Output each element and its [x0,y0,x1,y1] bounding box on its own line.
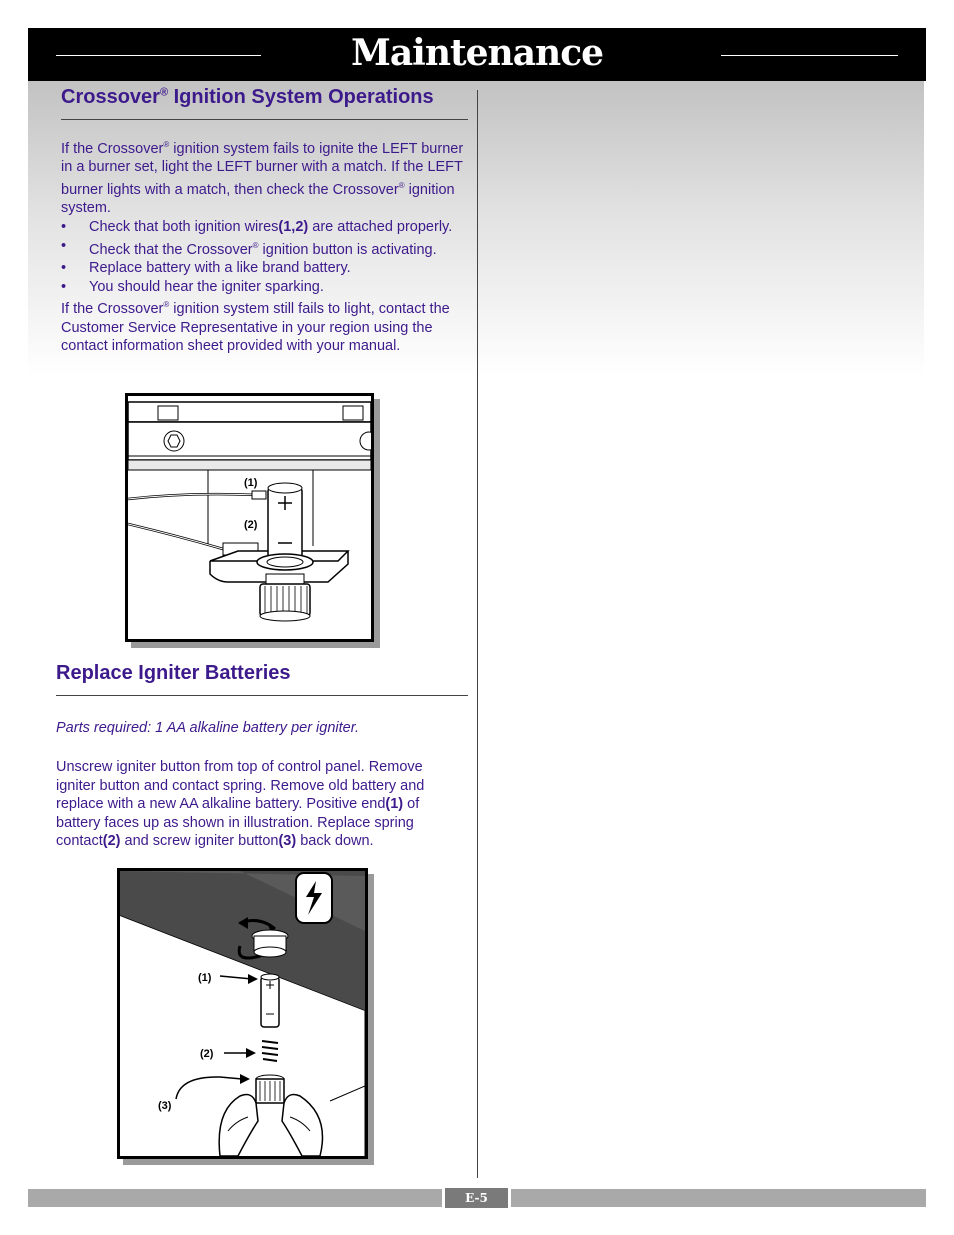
closing-paragraph: If the Crossover® ignition system still fails to light, contact the Customer Service Representative in your region using the contact information sheet provided with your manual. [61,300,450,355]
page-title: Maintenance [350,32,604,74]
section-title-replace-batteries: Replace Igniter Batteries [56,662,291,684]
section-rule [56,695,468,696]
list-item: • Check that the Crossover® ignition button is activating. [61,237,437,258]
section-rule [61,119,468,120]
parts-required: Parts required: 1 AA alkaline battery per igniter. [56,720,360,736]
section-title-crossover: Crossover® Ignition System Operations [61,86,434,108]
figure-label-1: (1) [244,477,258,489]
figure-label-2: (2) [200,1048,214,1060]
battery-instructions: Unscrew igniter button from top of control panel. Remove igniter button and contact spring. Remove old battery and replace with a new AA alkaline battery. Positive end(1) of battery faces up as shown in illustration. Replace spring contact(2) and screw igniter button(3) back down. [56,759,425,850]
list-item: • Check that both ignition wires(1,2) are attached properly. [61,219,453,236]
ignition-wires-illustration [125,393,374,642]
footer-bar-right [511,1189,926,1207]
list-item: • You should hear the igniter sparking. [61,278,324,295]
figure-label-3: (3) [158,1100,172,1112]
figure-label-1: (1) [198,972,212,984]
footer-bar-left [28,1189,442,1207]
intro-paragraph: If the Crossover® ignition system fails to ignite the LEFT burner in a burner set, light the LEFT burner with a match. If the LEFT burner lights with a match, then check the Crossover® ignition system. [61,140,464,217]
column-divider [477,90,478,1178]
battery-replacement-illustration [117,868,368,1159]
list-item: • Replace battery with a like brand battery. [61,260,351,277]
page-number: E-5 [445,1188,508,1208]
figure-label-2: (2) [244,519,258,531]
header-bar [28,28,926,81]
crossover-instructions [61,136,466,356]
